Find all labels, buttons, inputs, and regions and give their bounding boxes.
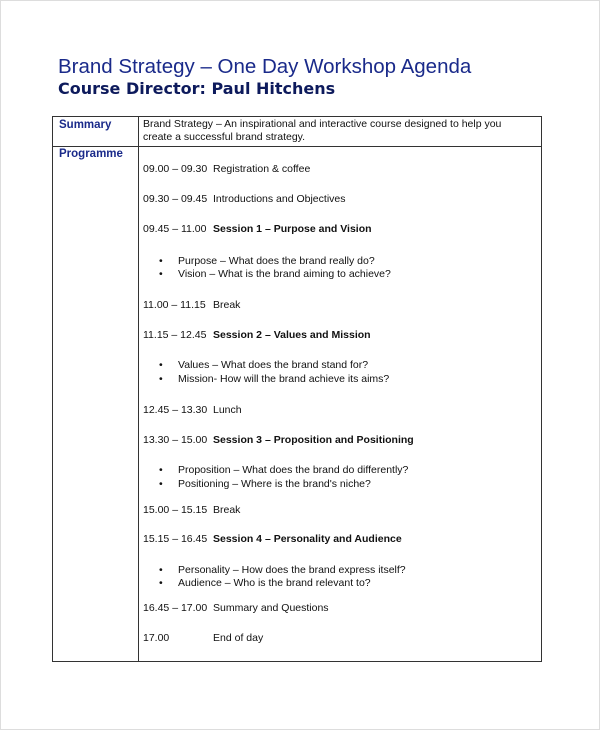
bullet-text: Values – What does the brand stand for?	[178, 359, 369, 371]
slot-time: 12.45 – 13.30	[143, 404, 208, 416]
slot-label: Session 1 – Purpose and Vision	[213, 223, 372, 235]
bullet-icon: •	[159, 564, 163, 576]
slot-label: Lunch	[213, 404, 242, 416]
slot-time: 15.00 – 15.15	[143, 504, 208, 516]
slot-time: 09.00 – 09.30	[143, 163, 208, 175]
row-divider	[53, 146, 541, 147]
course-director: Course Director: Paul Hitchens	[58, 79, 336, 98]
slot-time: 09.45 – 11.00	[143, 223, 207, 235]
bullet-icon: •	[159, 478, 163, 490]
slot-label: Summary and Questions	[213, 602, 329, 614]
slot-time: 09.30 – 09.45	[143, 193, 208, 205]
slot-time: 11.15 – 12.45	[143, 329, 207, 341]
bullet-icon: •	[159, 464, 163, 476]
slot-label: Break	[213, 504, 241, 516]
slot-time: 11.00 – 11.15	[143, 299, 206, 311]
programme-label: Programme	[59, 148, 123, 160]
bullet-text: Purpose – What does the brand really do?	[178, 255, 375, 267]
slot-label: Introductions and Objectives	[213, 193, 346, 205]
slot-label: Session 4 – Personality and Audience	[213, 533, 402, 545]
column-divider	[138, 117, 139, 661]
slot-label: End of day	[213, 632, 264, 644]
bullet-text: Vision – What is the brand aiming to achieve?	[178, 268, 391, 280]
bullet-icon: •	[159, 373, 163, 385]
slot-time: 15.15 – 16.45	[143, 533, 208, 545]
bullet-text: Personality – How does the brand express itself?	[178, 564, 406, 576]
document-title: Brand Strategy – One Day Workshop Agenda	[58, 55, 472, 78]
agenda-table	[52, 116, 542, 662]
bullet-text: Audience – Who is the brand relevant to?	[178, 577, 371, 589]
slot-label: Break	[213, 299, 241, 311]
slot-label: Session 3 – Proposition and Positioning	[213, 434, 414, 446]
bullet-text: Positioning – Where is the brand's niche?	[178, 478, 371, 490]
bullet-text: Mission- How will the brand achieve its aims?	[178, 373, 390, 385]
bullet-icon: •	[159, 577, 163, 589]
bullet-icon: •	[159, 255, 163, 267]
slot-label: Registration & coffee	[213, 163, 311, 175]
bullet-text: Proposition – What does the brand do differently?	[178, 464, 409, 476]
slot-time: 13.30 – 15.00	[143, 434, 208, 446]
bullet-icon: •	[159, 268, 163, 280]
summary-label: Summary	[59, 119, 112, 131]
slot-label: Session 2 – Values and Mission	[213, 329, 371, 341]
slot-time: 17.00	[143, 632, 170, 644]
summary-text: Brand Strategy – An inspirational and interactive course designed to help you create a successful brand strategy.	[143, 118, 502, 143]
bullet-icon: •	[159, 359, 163, 371]
slot-time: 16.45 – 17.00	[143, 602, 208, 614]
